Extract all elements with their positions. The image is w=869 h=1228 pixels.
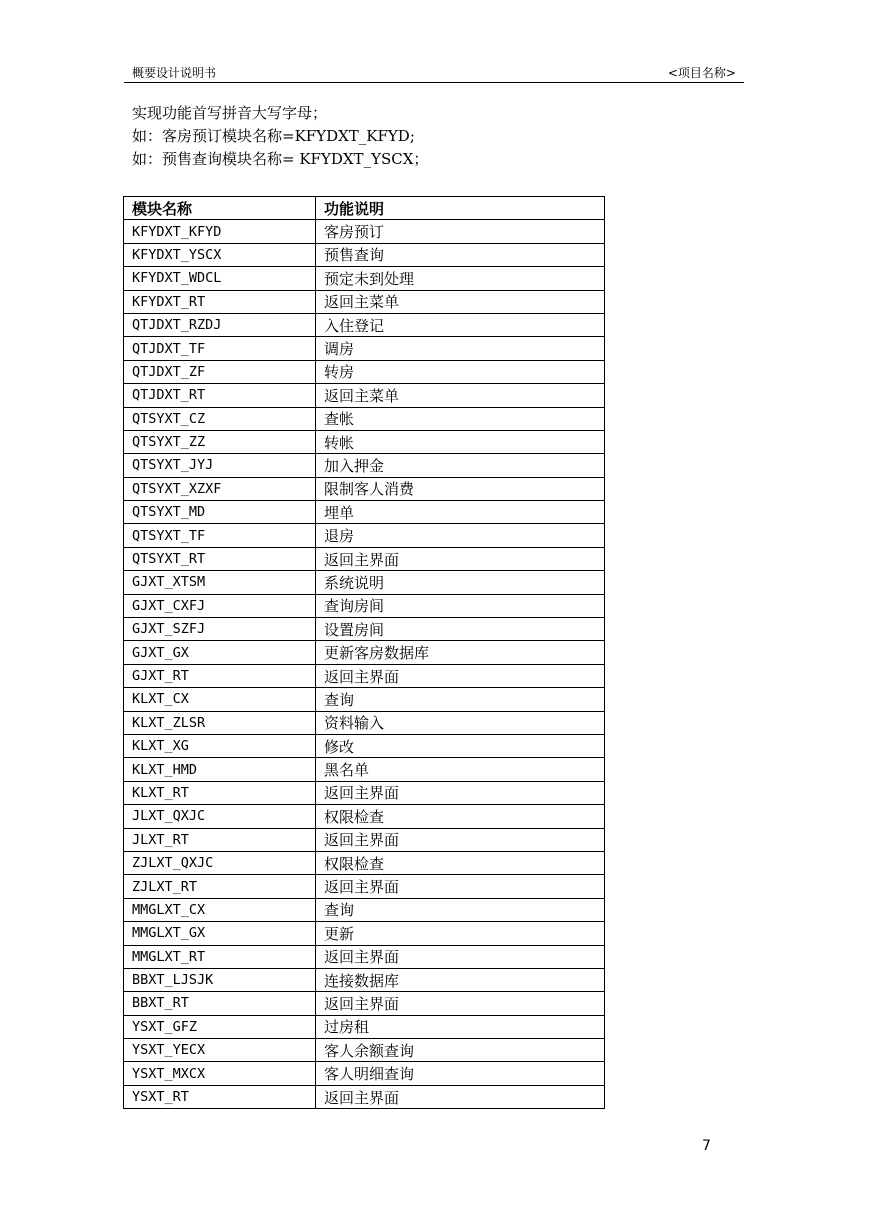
table-row [124,1039,605,1062]
function-description-cell: 查帐 [316,407,605,430]
function-description-cell: 预定未到处理 [316,267,605,290]
table-row [124,1015,605,1038]
module-name-cell: QTJDXT_ZF [124,360,316,383]
table-row [124,875,605,898]
function-description-cell: 客人明细查询 [316,1062,605,1085]
function-description-cell: 更新客房数据库 [316,641,605,664]
table-row [124,968,605,991]
table-row [124,547,605,570]
table-row [124,664,605,687]
module-name-cell: GJXT_RT [124,664,316,687]
function-description-cell: 系统说明 [316,571,605,594]
table-row [124,945,605,968]
table-row [124,641,605,664]
module-name-cell: GJXT_CXFJ [124,594,316,617]
function-description-cell: 设置房间 [316,618,605,641]
table-row [124,1085,605,1108]
module-name-cell: MMGLXT_CX [124,898,316,921]
function-description-cell: 权限检查 [316,805,605,828]
module-name-cell: ZJLXT_QXJC [124,851,316,874]
function-description-cell: 返回主界面 [316,547,605,570]
function-description-cell: 返回主界面 [316,1085,605,1108]
table-row [124,267,605,290]
module-name-cell: QTJDXT_RT [124,384,316,407]
table-row [124,243,605,266]
function-description-cell: 修改 [316,734,605,757]
module-name-cell: QTSYXT_RT [124,547,316,570]
module-name-cell: QTSYXT_JYJ [124,454,316,477]
table-row [124,828,605,851]
table-row [124,360,605,383]
module-name-cell: KLXT_RT [124,781,316,804]
function-description-cell: 返回主菜单 [316,290,605,313]
module-name-cell: YSXT_YECX [124,1039,316,1062]
intro-line: 实现功能首写拼音大写字母； [132,104,328,122]
table-row [124,688,605,711]
page-number: 7 [702,1138,711,1154]
module-name-cell: QTSYXT_XZXF [124,477,316,500]
table-row [124,1062,605,1085]
table-row [124,220,605,243]
function-description-cell: 更新 [316,922,605,945]
function-description-cell: 连接数据库 [316,968,605,991]
function-description-cell: 返回主菜单 [316,384,605,407]
module-name-cell: YSXT_GFZ [124,1015,316,1038]
function-description-cell: 黑名单 [316,758,605,781]
function-description-cell: 查询 [316,898,605,921]
table-row [124,477,605,500]
module-name-cell: MMGLXT_RT [124,945,316,968]
table-row [124,524,605,547]
function-description-cell: 转房 [316,360,605,383]
function-description-cell: 查询 [316,688,605,711]
table-row [124,711,605,734]
module-name-cell: QTSYXT_ZZ [124,430,316,453]
module-name-cell: BBXT_LJSJK [124,968,316,991]
module-name-cell: KLXT_HMD [124,758,316,781]
table-row [124,781,605,804]
function-description-cell: 过房租 [316,1015,605,1038]
module-name-cell: QTSYXT_CZ [124,407,316,430]
function-description-cell: 调房 [316,337,605,360]
function-description-cell: 返回主界面 [316,992,605,1015]
module-name-cell: GJXT_SZFJ [124,618,316,641]
table-row [124,758,605,781]
column-header-function: 功能说明 [316,197,605,220]
module-name-cell: KFYDXT_RT [124,290,316,313]
function-description-cell: 返回主界面 [316,664,605,687]
table-row [124,337,605,360]
table-row [124,571,605,594]
function-description-cell: 返回主界面 [316,781,605,804]
function-description-cell: 预售查询 [316,243,605,266]
table-row [124,313,605,336]
module-name-cell: KFYDXT_YSCX [124,243,316,266]
module-name-cell: QTSYXT_MD [124,501,316,524]
module-name-cell: YSXT_RT [124,1085,316,1108]
function-description-cell: 资料输入 [316,711,605,734]
module-name-cell: MMGLXT_GX [124,922,316,945]
function-description-cell: 入住登记 [316,313,605,336]
module-name-cell: GJXT_GX [124,641,316,664]
function-description-cell: 转帐 [316,430,605,453]
function-description-cell: 退房 [316,524,605,547]
function-description-cell: 权限检查 [316,851,605,874]
function-description-cell: 返回主界面 [316,875,605,898]
function-description-cell: 限制客人消费 [316,477,605,500]
column-header-module-name: 模块名称 [124,197,316,220]
module-name-cell: KLXT_CX [124,688,316,711]
page-header [124,62,744,83]
module-name-cell: QTJDXT_RZDJ [124,313,316,336]
table-row [124,290,605,313]
table-row [124,407,605,430]
module-name-cell: BBXT_RT [124,992,316,1015]
module-name-cell: QTJDXT_TF [124,337,316,360]
intro-line: 如：客房预订模块名称=KFYDXT_KFYD; [132,127,415,145]
table-row [124,384,605,407]
table-row [124,430,605,453]
table-row [124,851,605,874]
module-name-cell: KLXT_XG [124,734,316,757]
module-name-cell: QTSYXT_TF [124,524,316,547]
table-row [124,734,605,757]
table-row [124,922,605,945]
intro-line: 如：预售查询模块名称= KFYDXT_YSCX； [132,150,429,168]
module-name-cell: JLXT_RT [124,828,316,851]
module-name-cell: YSXT_MXCX [124,1062,316,1085]
table-row [124,618,605,641]
function-description-cell: 客房预订 [316,220,605,243]
module-name-cell: GJXT_XTSM [124,571,316,594]
module-name-cell: KFYDXT_KFYD [124,220,316,243]
function-description-cell: 查询房间 [316,594,605,617]
function-description-cell: 返回主界面 [316,828,605,851]
table-header-row [124,197,605,220]
table-row [124,992,605,1015]
function-description-cell: 加入押金 [316,454,605,477]
module-name-cell: KLXT_ZLSR [124,711,316,734]
table-row [124,501,605,524]
table-row [124,454,605,477]
function-description-cell: 客人余额查询 [316,1039,605,1062]
module-name-cell: ZJLXT_RT [124,875,316,898]
project-name: <项目名称> [667,66,736,80]
document-title: 概要设计说明书 [132,66,217,80]
module-name-cell: JLXT_QXJC [124,805,316,828]
module-name-cell: KFYDXT_WDCL [124,267,316,290]
function-description-cell: 埋单 [316,501,605,524]
module-table [123,196,605,1109]
table-row [124,594,605,617]
table-row [124,898,605,921]
intro-paragraph [132,102,428,171]
table-row [124,805,605,828]
table-body [124,220,605,1109]
function-description-cell: 返回主界面 [316,945,605,968]
